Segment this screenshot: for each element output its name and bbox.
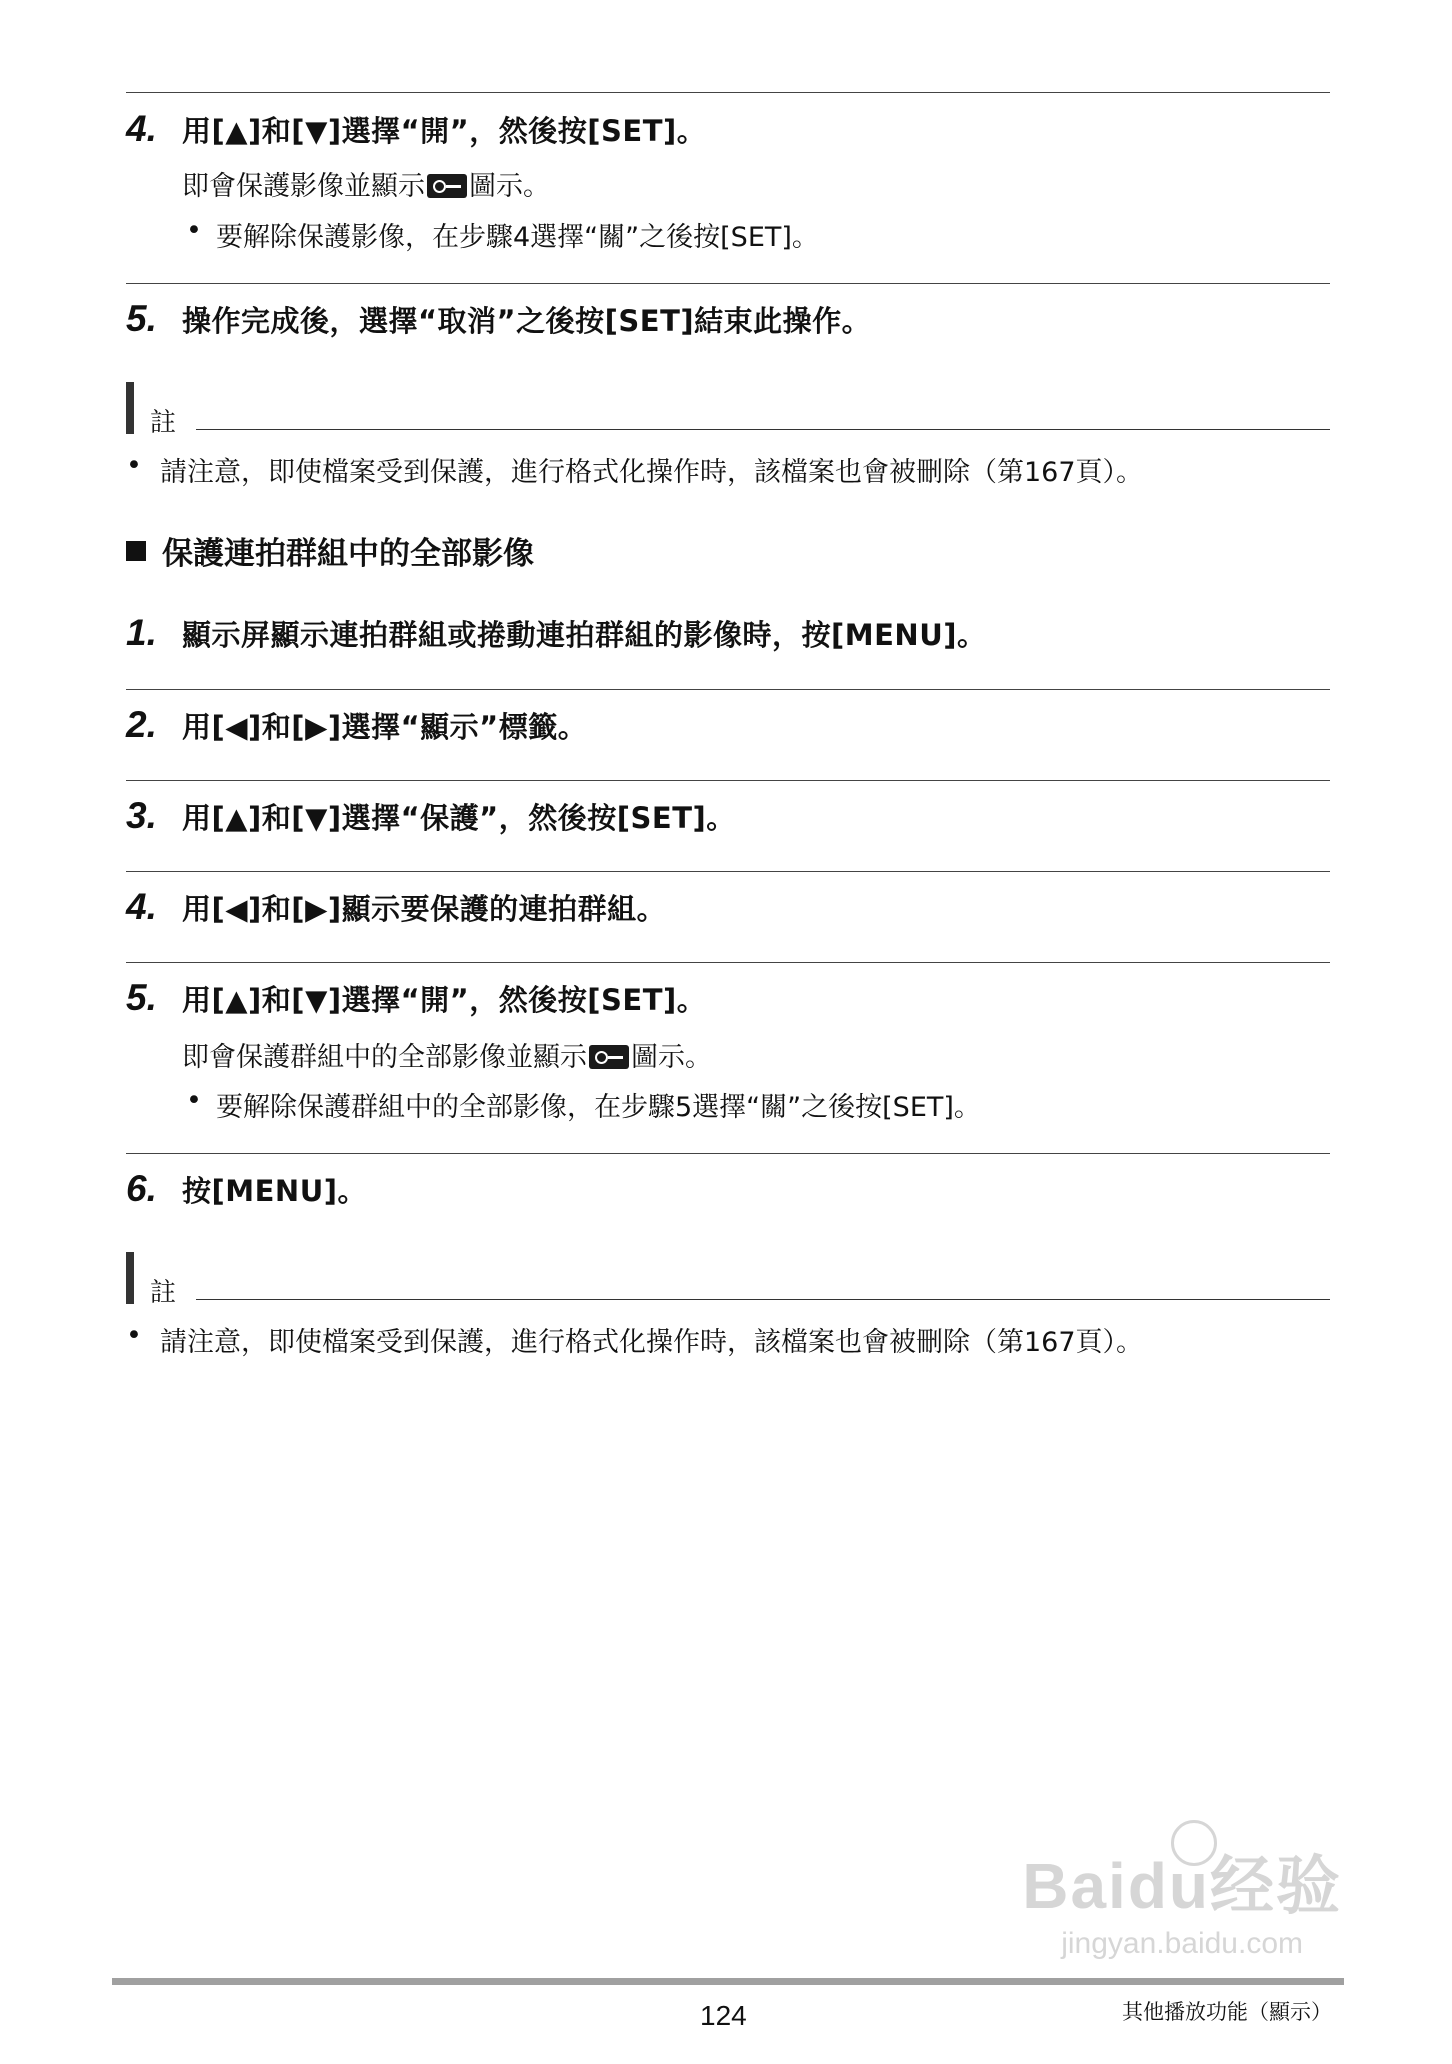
step-number: 4.: [126, 108, 157, 149]
step-text: 用[◀]和[▶]選擇“顯示”標籤。: [182, 710, 588, 744]
note-text: 請注意，即使檔案受到保護，進行格式化操作時，該檔案也會被刪除（第167頁）。: [160, 457, 1144, 488]
bullet-dot: •: [126, 1320, 142, 1351]
step-text: 用[◀]和[▶]顯示要保護的連拍群組。: [182, 892, 667, 926]
step-number: 3.: [126, 795, 157, 836]
bullet-dot: •: [126, 450, 142, 481]
step-number: 2.: [126, 704, 157, 745]
step-divider: [126, 1153, 1330, 1154]
note-line: [196, 1299, 1330, 1300]
bullet-dot: •: [186, 215, 202, 246]
bullet-dot: •: [186, 1085, 202, 1116]
key-icon: [589, 1045, 629, 1069]
note-line: [196, 429, 1330, 430]
group-step-5-bullet: [186, 1085, 981, 1124]
group-step-5-result: [182, 1035, 712, 1074]
page-number: 124: [700, 2000, 747, 2031]
watermark-logo: Baidu经验: [1022, 1850, 1342, 1922]
group-step-2: [126, 704, 1336, 746]
step-divider: [126, 92, 1330, 93]
step-5-finish: [126, 298, 1336, 340]
note-marker: [126, 382, 134, 434]
step-number: 6.: [126, 1168, 157, 1209]
result-text-start: 即會保護影像並顯示: [182, 171, 425, 202]
group-step-4: [126, 886, 1336, 928]
section-heading: [126, 528, 534, 573]
footer-rule: [112, 1978, 1344, 1985]
group-step-5: [126, 977, 1336, 1019]
bullet-text: 要解除保護影像，在步驟4選擇“關”之後按[SET]。: [216, 222, 819, 253]
step-divider: [126, 962, 1330, 963]
note-marker: [126, 1252, 134, 1304]
step-text: 用[▲]和[▼]選擇“開”，然後按[SET]。: [182, 983, 707, 1017]
group-step-6: [126, 1168, 1336, 1210]
note-label: 註: [150, 408, 177, 438]
step-4-result: [182, 164, 550, 203]
bullet-text: 要解除保護群組中的全部影像，在步驟5選擇“關”之後按[SET]。: [216, 1092, 981, 1123]
step-number: 5.: [126, 977, 157, 1018]
result-text-start: 即會保護群組中的全部影像並顯示: [182, 1042, 587, 1073]
step-text: 按[MENU]。: [182, 1174, 367, 1208]
footer-section: 其他播放功能（顯示）: [1122, 2000, 1332, 2024]
step-text: 用[▲]和[▼]選擇“開”，然後按[SET]。: [182, 114, 707, 148]
note-bullet: [126, 1320, 1143, 1359]
step-4-bullet: [186, 215, 819, 254]
step-divider: [126, 283, 1330, 284]
step-number: 4.: [126, 886, 157, 927]
note-label: 註: [150, 1278, 177, 1308]
key-icon: [427, 174, 467, 198]
step-text: 用[▲]和[▼]選擇“保護”，然後按[SET]。: [182, 801, 736, 835]
note-bullet: [126, 450, 1143, 489]
note-text: 請注意，即使檔案受到保護，進行格式化操作時，該檔案也會被刪除（第167頁）。: [160, 1327, 1144, 1358]
step-text: 顯示屏顯示連拍群組或捲動連拍群組的影像時，按[MENU]。: [182, 618, 987, 652]
step-number: 1.: [126, 612, 157, 653]
group-step-1: [126, 612, 1336, 654]
black-square-icon: [126, 541, 146, 561]
watermark: [1022, 1835, 1342, 1961]
watermark-url: jingyan.baidu.com: [1061, 1927, 1304, 1960]
step-4-protect: [126, 108, 1336, 150]
group-step-3: [126, 795, 1336, 837]
step-divider: [126, 871, 1330, 872]
step-divider: [126, 780, 1330, 781]
step-divider: [126, 689, 1330, 690]
result-text-end: 圖示。: [631, 1042, 712, 1073]
section-title: 保護連拍群組中的全部影像: [162, 536, 534, 572]
step-number: 5.: [126, 298, 157, 339]
step-text: 操作完成後，選擇“取消”之後按[SET]結束此操作。: [182, 304, 872, 338]
result-text-end: 圖示。: [469, 171, 550, 202]
